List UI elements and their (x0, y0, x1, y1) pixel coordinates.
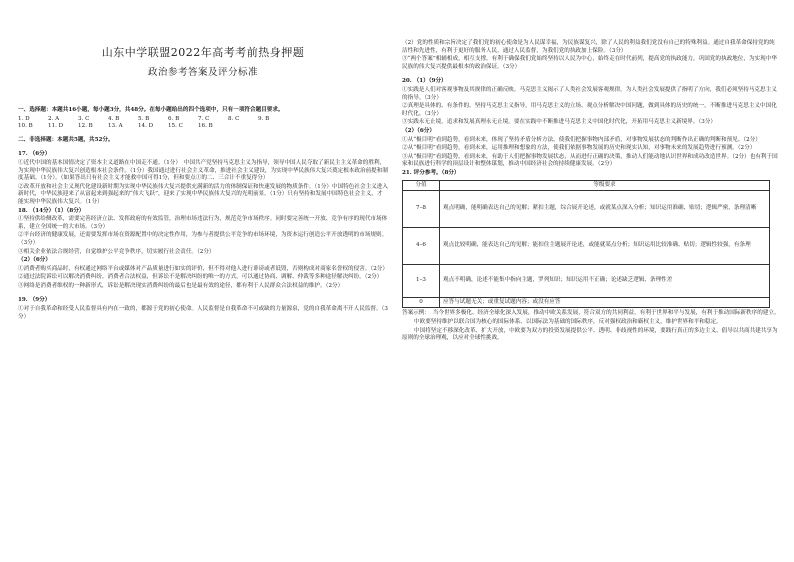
answer-item: 2. A (48, 115, 60, 122)
q18-paragraph-2: ②平台经济的健康发展，还需要发挥市场在资源配置中的决定性作用，为参与者提供公平竞争的市场环境，为资本运行创造公平开放透明的市场规则。（3分） (18, 232, 388, 246)
answer-item: 1. D (18, 115, 30, 122)
q17-paragraph-2: ②改革开放和社会主义现代化建设新时期为实现中华民族伟大复兴提供充满新的活力的体制保证和快速发展的物质条件。（1分）中国特色社会主义进入新时代，中华民族迎来了从富起来到强起来的“伟大飞跃”，迎来了实现中华民族伟大复兴的光明前景。（1分）只有坚持和发展中国特色社会主义，才能实现中华民族伟大复兴。（1分） (18, 183, 388, 205)
page-title: 山东中学联盟2022年高考考前热身押题 (101, 46, 305, 59)
answer-item: 8. C (228, 115, 240, 122)
q18-paragraph-1: ①坚持供给侧改革，需要完善经济立法、发挥政府的有效监管，治理市场违法行为，规范竞争市场秩序。同时要完善统一开放、竞争有序的现代市场体系，建立全国统一的大市场。（3分） (18, 216, 388, 230)
grading-score: 4–6 (403, 227, 440, 264)
answer-item: 12. B (78, 123, 93, 130)
answer-item: 5. B (138, 115, 150, 122)
q18-paragraph-3: ③相关企业依法合规经营，自觉维护公平竞争秩序，切实履行社会责任。（2分） (18, 248, 215, 255)
q18-part-2-paragraph-3: ③网络是消费者维权的一种新形式，诉讼是解决现实消费纠纷的最后也是最有效的途径，都有利于人民群众合法权益的维护。（2分） (18, 282, 344, 289)
answer-item: 9. B (258, 115, 270, 122)
right-column (402, 0, 780, 562)
table-row (403, 264, 770, 297)
answer-item: 14. D (138, 123, 154, 130)
page-subtitle: 政治参考答案及评分标准 (147, 67, 258, 78)
q20-paragraph-3: ③实践永无止境，追求和发展真理永无止境。要在实践中不断推进马克思主义中国化时代化，开拓用马克思主义新境界。（3分） (402, 119, 717, 126)
q18-part-2-heading: （2）（6分） (18, 257, 51, 264)
q20-heading: 20. （1）（9分） (402, 78, 447, 85)
answer-item: 6. B (168, 115, 180, 122)
grading-criteria: 观点明确，能明确表达自己的见解；紧扣主题，综合展开论述，或就某点深入分析；知识运用准确、贴切；逻辑严密，条理清晰 (440, 190, 770, 227)
answer-item: 16. B (198, 123, 213, 130)
q21-paragraph-1: 中欧要坚持维护以联合国为核心的国际体系、以国际法为基础的国际秩序，反对强权政治和霸权主义，维护世界和平和稳定。 (414, 318, 722, 325)
grading-score: 1–3 (403, 264, 440, 297)
q20-paragraph-2: ②真理是具体的、有条件的，坚持马克思主义指导，用马克思主义的立场、观点分析解决中国问题，做到具体的历史的统一，不断推进马克思主义中国化时代化。（3分） (402, 103, 777, 117)
grading-criteria: 应答与试题无关；或重复试题内容；或没有应答 (440, 297, 770, 307)
q20-part-2-paragraph-1: ①从“极目明”看到趋势，看到未来，体现了坚持矛盾分析方法，使我们把握事物内部矛盾，对事物发展状态的判断作出正确的判断和预见。（2分） (402, 136, 761, 143)
q20-part-2-heading: （2）（6分） (402, 127, 435, 134)
answer-item: 7. C (198, 115, 210, 122)
table-row (403, 297, 770, 307)
grading-table (402, 180, 770, 309)
q18-part-2-paragraph-2: ②通过法院诉讼可以解决消费纠纷。消费者合法权益，但诉讼不是解决纠纷的唯一的方式，可以通过协商、调解、仲裁等多种途径解决纠纷。（2分） (18, 274, 383, 281)
section-1-heading: 一、选择题：本题共16小题，每小题3分，共48分。在每小题给出的四个选项中，只有一项符合题目要求。 (18, 107, 284, 113)
q21-answer-example: 答案示例： 当今世界多极化、经济全球化深入发展，推动中欧关系发展，符合双方的共同利益，有利于世界和平与发展，有利于推动国际新秩序的建立。 (402, 310, 780, 317)
answer-item: 11. D (48, 123, 64, 130)
table-row (403, 227, 770, 264)
q19-paragraph-2: （2）党的性质和宗旨决定了我们党的初心使命是为人民谋幸福，为民族谋复兴，除了人民的利益我们党没有自己的特殊利益。通过自我革命保持党的纯洁性和先进性，有利于更好的服务人民，通过人民监督，为我们党的执政加上保险。（3分） (402, 40, 775, 54)
q20-part-2-paragraph-2: ②从“极目明”看到趋势，看到未来，运用推理和想象的方法，使我们依据事物发展的历史和现实认知，对事物未来的发展趋势进行预测。（2分） (402, 145, 756, 152)
q17-paragraph-1: ①近代中国的基本国情决定了资本主义道路在中国走不通。（1分） 中国共产党坚持马克思主义为指导，领导中国人民夺取了新民主主义革命的胜利，为实现中华民族伟大复兴创造根本社会条件。（1分）我国通过进行社会主义革命，推进社会主义建设，为实现中华民族伟大复兴奠定根本政治前提和制度基础。（1分）。（如果答出只有社会主义才能救中国可得1分，但和要点①的二、三合计不重复得分） (18, 159, 388, 182)
q20-paragraph-1: ①实践是人们对客观事物及其规律的正确反映。马克思主义揭示了人类社会发展客观规律，为人类社会发展提供了指明了方向，我们必须坚持马克思主义的指导。（3分） (402, 86, 777, 101)
q19-heading: 19. （9分） (18, 297, 51, 304)
grading-criteria: 观点比较明确，能表达自己的见解；能扣住主题展开论述，或能就某点分析；知识运用比较准确、贴切；逻辑性较强，有条理 (440, 227, 770, 264)
grading-header-score: 分值 (403, 180, 440, 190)
q21-paragraph-2: 中国将坚定不移深化改革、扩大开放，中欧要为双方的投资发展提供公平、透明、非歧视性的环境，要践行真正的多边主义，倡导以共商共建共享为原则的全球治理观，以应对全球性挑战。 (402, 327, 778, 342)
grading-header-criteria: 等级要求 (440, 180, 770, 190)
q18-part-2-paragraph-1: ①消费者购买商品时，有权通过网络平台或媒体对产品质量进行如实的评价，但不得对他人进行诽谤或者诋毁，否则构成对商家名誉权的侵害。（2分） (18, 265, 388, 272)
q21-heading: 21. 评分参考。（8分） (402, 169, 460, 176)
grading-score: 0 (403, 297, 440, 307)
section-2-heading: 二、非选择题：本题共5题，共52分。 (18, 136, 114, 143)
left-column (18, 0, 388, 562)
table-row (403, 190, 770, 227)
q19-paragraph-3: ③“两个答案”相辅相成，相互支撑，有利于确保我们党始终坚持以人民为中心，始终走在时代前列，提高党的执政能力，巩固党的执政地位，为实现中华民族的伟大复兴提供最根本的政治保证。（3分） (402, 56, 777, 70)
answer-item: 3. C (78, 115, 90, 122)
answer-item: 4. B (108, 115, 120, 122)
grading-table-header (403, 180, 770, 190)
grading-score: 7–8 (403, 190, 440, 227)
q19-paragraph-1: ①对于自我革命和经受人民监督具有内在一致的，都源于党的初心使命。人民监督是自我革命不可或缺的力量源泉，党的自我革命离不开人民监督。（3分） (18, 306, 388, 320)
q20-part-2-paragraph-3: ③从“极目明”看到趋势，看到未来，有助于人们把握事物发展状态，从而进行正确的决策，推动人们能动地认识世界和成功改造世界。（2分）也有利于国家和民族进行科学的顶层设计和整体谋划，推动中国经济社会的持续健康发展。（2分） (402, 153, 778, 168)
q17-heading: 17. （6分） (18, 151, 51, 158)
answer-item: 10. B (18, 123, 33, 130)
q18-heading: 18. （14分）（1）（8分） (18, 207, 85, 214)
answer-item: 15. C (168, 123, 183, 130)
answer-key (18, 116, 298, 131)
answer-item: 13. A (108, 123, 123, 130)
grading-criteria: 观点不明确，论述不能集中指向主题，罗列知识；知识运用不正确；论述缺乏逻辑，条理性差 (440, 264, 770, 297)
